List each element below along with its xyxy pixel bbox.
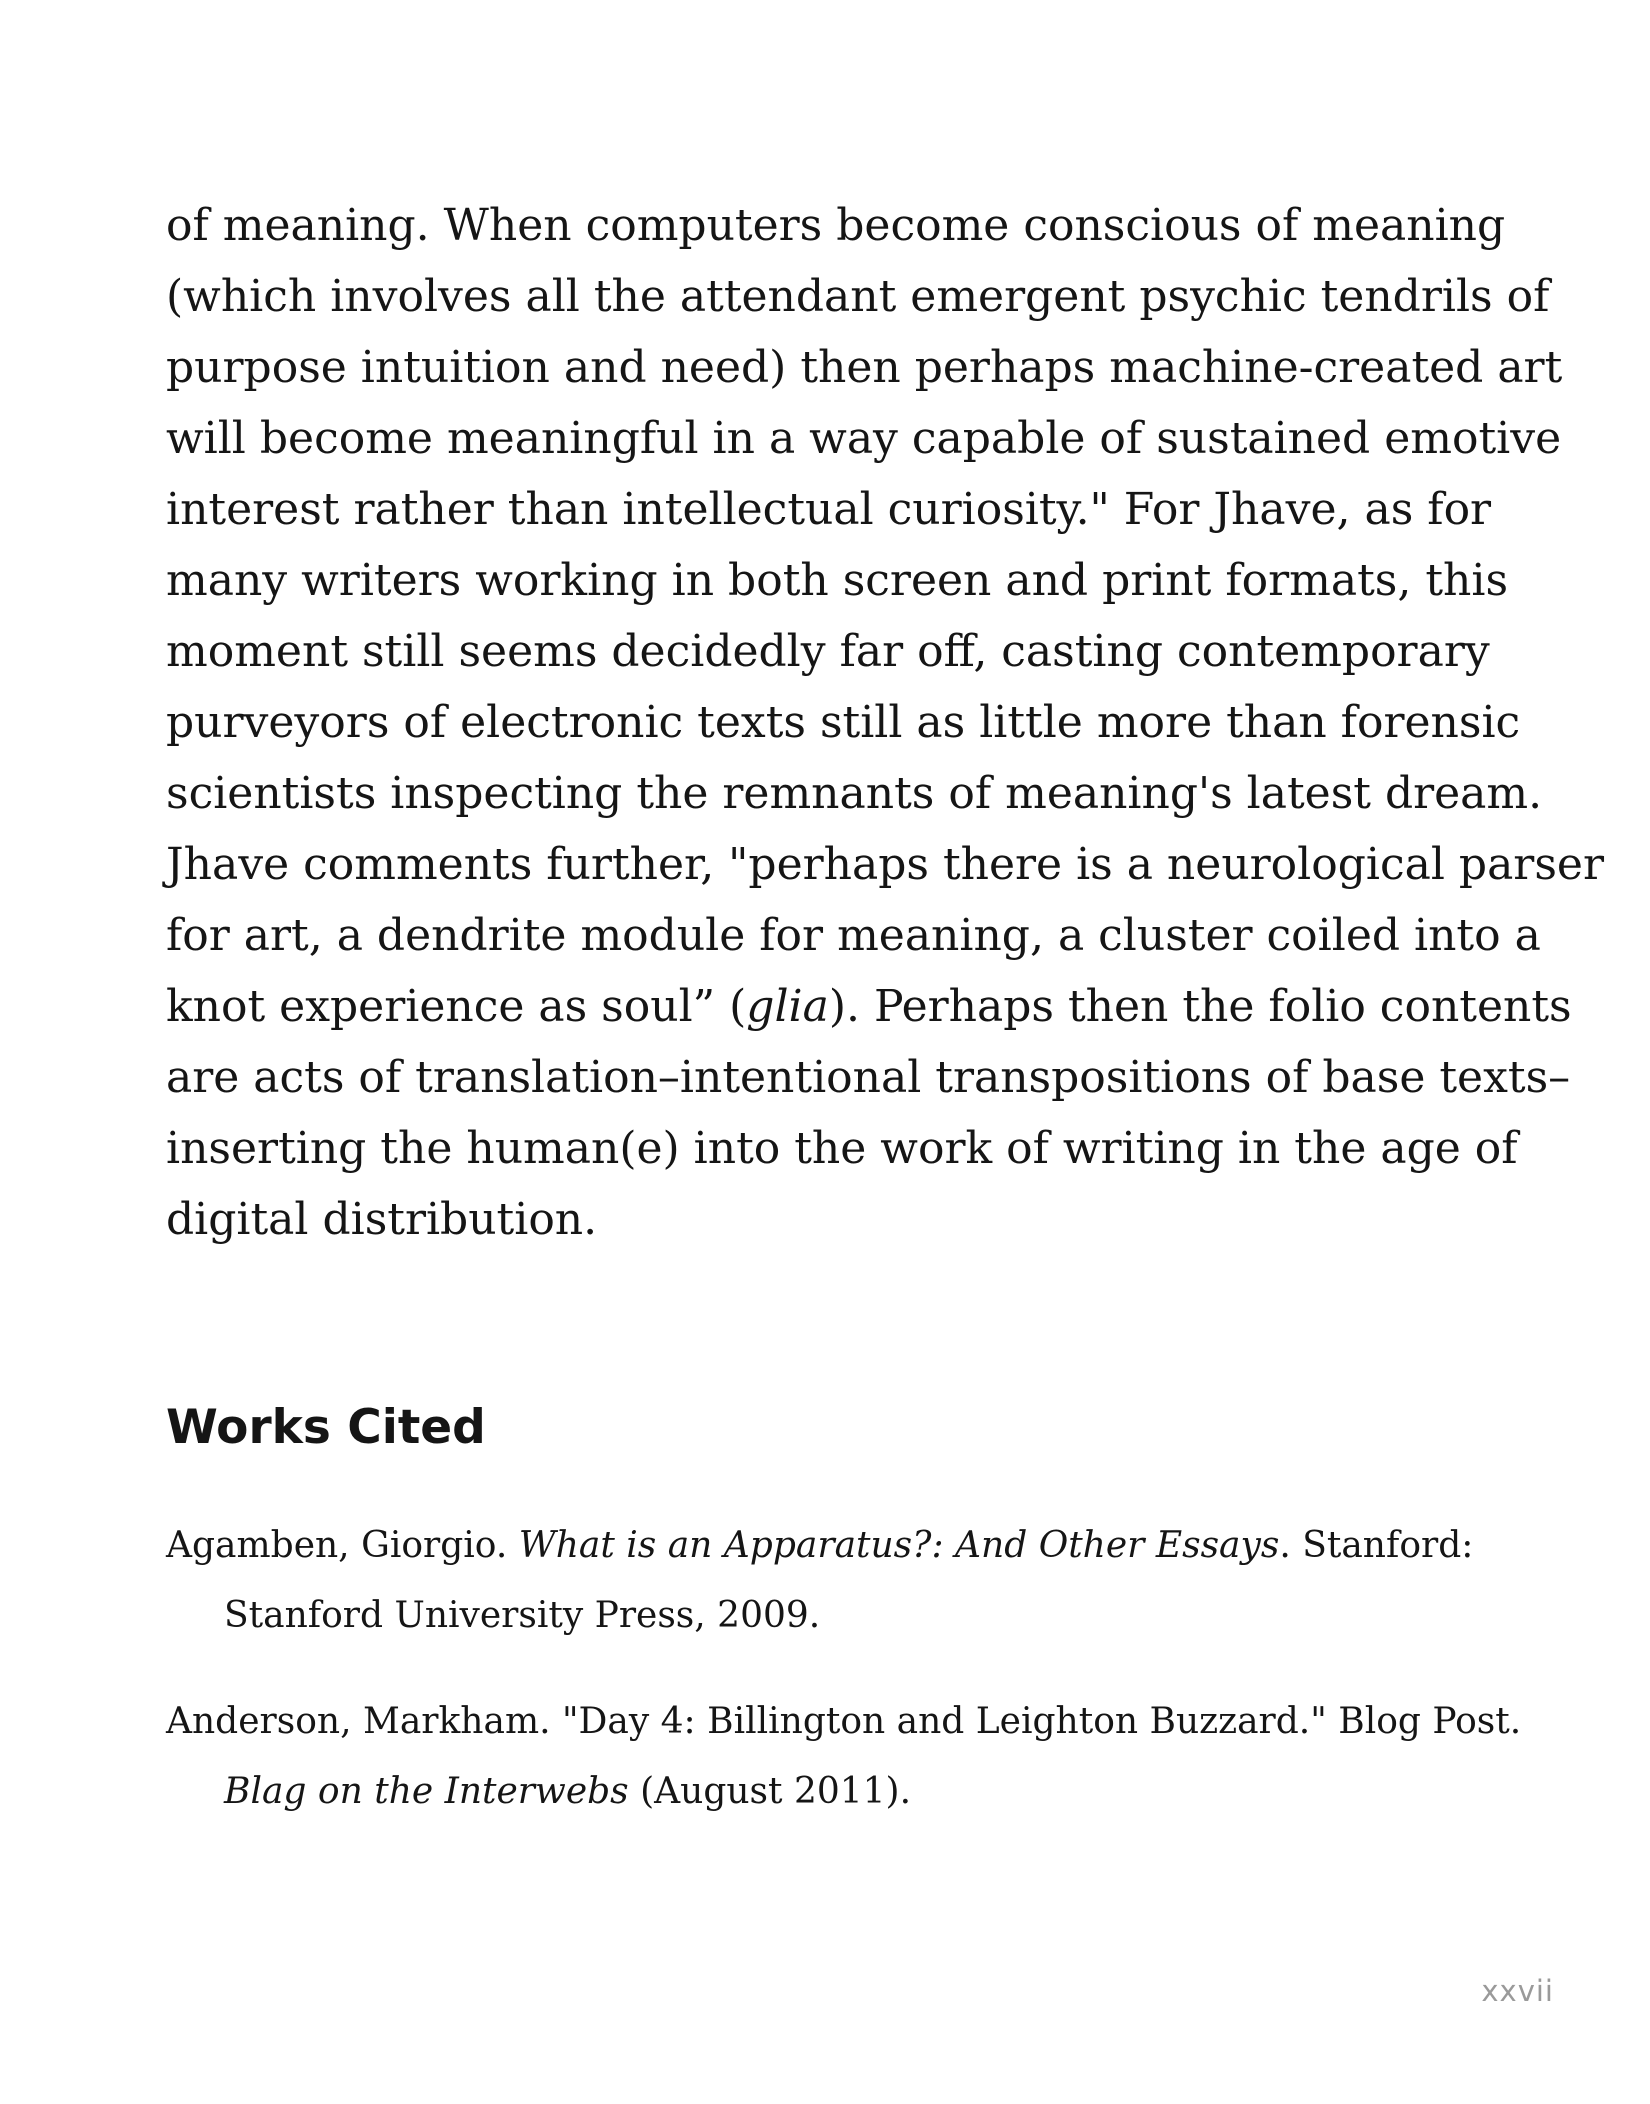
body-line: will become meaningful in a way capable of sustained emotive — [166, 413, 1562, 464]
page-number: xxvii — [1481, 1974, 1554, 2008]
citation-line-indented: Stanford University Press, 2009. — [224, 1595, 821, 1636]
body-line: are acts of translation–intentional transpositions of base texts– — [166, 1052, 1571, 1103]
citation-line-indented — [166, 1757, 1496, 1827]
citation-title: Blag on the Interwebs — [224, 1771, 629, 1812]
body-text-fragment: ). Perhaps then the folio contents — [828, 981, 1572, 1032]
body-line: scientists inspecting the remnants of meaning's latest dream. — [166, 768, 1543, 819]
works-cited-list — [166, 1511, 1522, 1863]
citation-author: Agamben, Giorgio. — [166, 1525, 519, 1566]
body-text-fragment: knot experience as soul” ( — [166, 981, 747, 1032]
body-line: of meaning. When computers become conscious of meaning — [166, 200, 1506, 251]
citation-line — [166, 1511, 1496, 1581]
body-line: digital distribution. — [166, 1194, 598, 1245]
citation-line: Anderson, Markham. "Day 4: Billington and Leighton Buzzard." Blog Post. — [166, 1701, 1522, 1742]
body-line: (which involves all the attendant emergent psychic tendrils of — [166, 271, 1550, 322]
citation-entry — [166, 1687, 1522, 1827]
body-paragraph — [166, 190, 1604, 1255]
citation-date: (August 2011). — [628, 1771, 912, 1812]
citation-title: What is an Apparatus?: And Other Essays — [518, 1525, 1280, 1566]
body-line: Jhave comments further, "perhaps there is a neurological parser — [166, 839, 1604, 890]
body-line-with-italic — [166, 971, 1572, 1042]
italic-title-glia: glia — [746, 981, 829, 1032]
body-line: purpose intuition and need) then perhaps machine-created art — [166, 342, 1563, 393]
body-line: for art, a dendrite module for meaning, a cluster coiled into a — [166, 910, 1541, 961]
body-line: inserting the human(e) into the work of writing in the age of — [166, 1123, 1518, 1174]
body-line: moment still seems decidedly far off, casting contemporary — [166, 626, 1490, 677]
body-line: interest rather than intellectual curiosity." For Jhave, as for — [166, 484, 1492, 535]
works-cited-heading: Works Cited — [166, 1400, 486, 1455]
body-line: purveyors of electronic texts still as little more than forensic — [166, 697, 1521, 748]
citation-publisher: . Stanford: — [1279, 1525, 1474, 1566]
citation-entry — [166, 1511, 1496, 1651]
body-line: many writers working in both screen and print formats, this — [166, 555, 1509, 606]
